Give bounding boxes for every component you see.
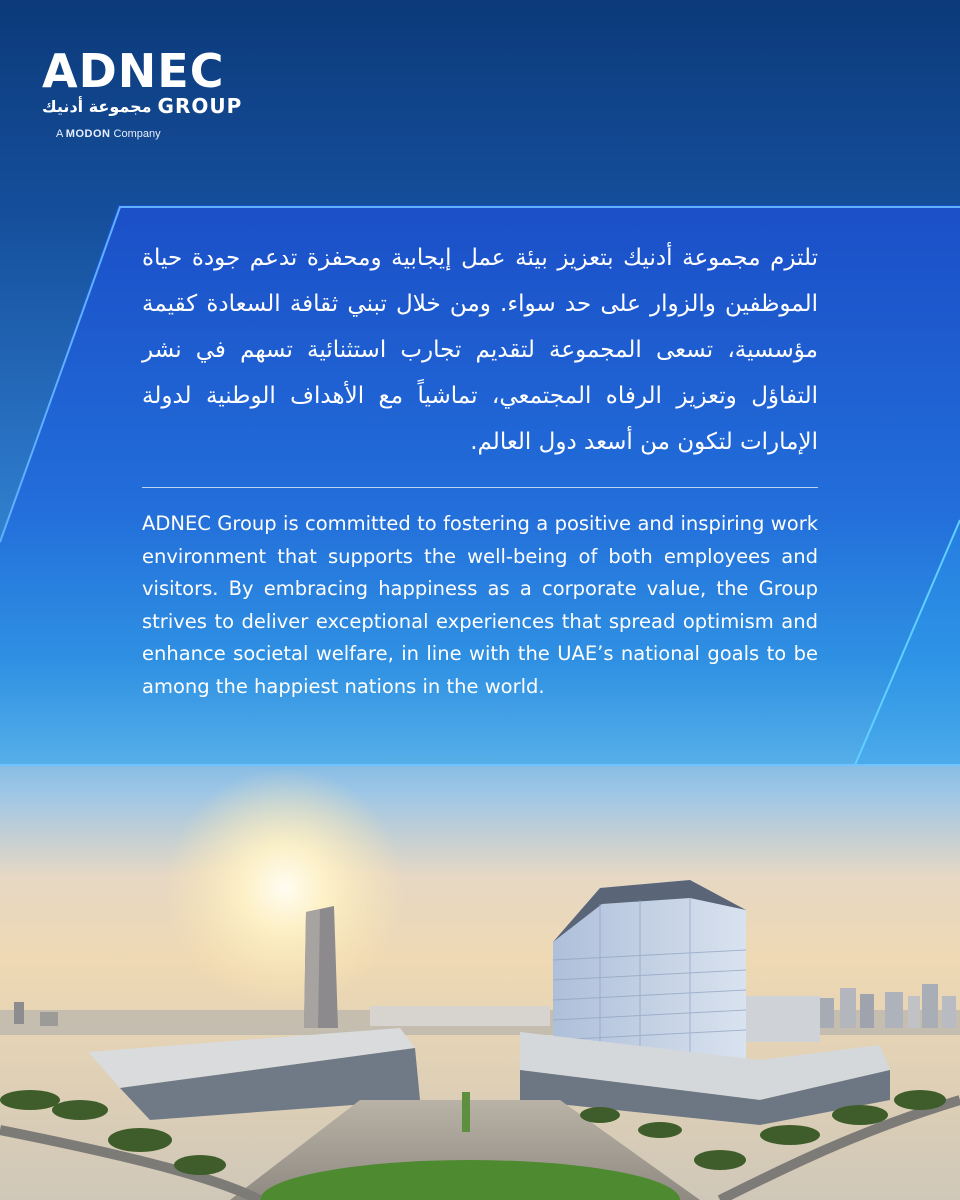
logo-wordmark: ADNEC <box>42 44 225 98</box>
statement-content <box>142 235 818 703</box>
hotel-tower <box>553 880 746 1060</box>
company-brand: MODON <box>65 128 111 140</box>
logo-company-line <box>56 128 242 140</box>
logo-row <box>42 94 242 118</box>
company-prefix: A <box>56 128 63 140</box>
sun-glow <box>165 770 405 1008</box>
company-suffix: Company <box>113 128 161 140</box>
logo-arabic-name: مجموعة أدنيك <box>42 96 152 116</box>
arabic-statement: تلتزم مجموعة أدنيك بتعزيز بيئة عمل إيجابية ومحفزة تدعم جودة حياة الموظفين والزوار على حد سواء. ومن خلال تبني ثقافة السعادة كقيمة مؤسسية، تسعى المجموعة لتقديم تجارب استثنائية تسهم في نشر التفاؤل وتعزيز الرفاه المجتمعي، تماشياً مع الأهداف الوطنية لدولة الإمارات لتكون من أسعد دول العالم. <box>142 245 818 455</box>
logo-group-label: GROUP <box>157 94 243 118</box>
logo <box>42 44 243 140</box>
adnec-venue-illustration <box>0 770 960 1200</box>
divider <box>142 487 818 488</box>
english-statement: ADNEC Group is committed to fostering a positive and inspiring work environment that supports the well-being of both employees and visitors. By embracing happiness as a corporate value, the Group strives to deliver exceptional experiences that spread optimism and enhance societal welfare, in line with the UAE’s national goals to be among the happiest nations in the world. <box>142 512 818 698</box>
